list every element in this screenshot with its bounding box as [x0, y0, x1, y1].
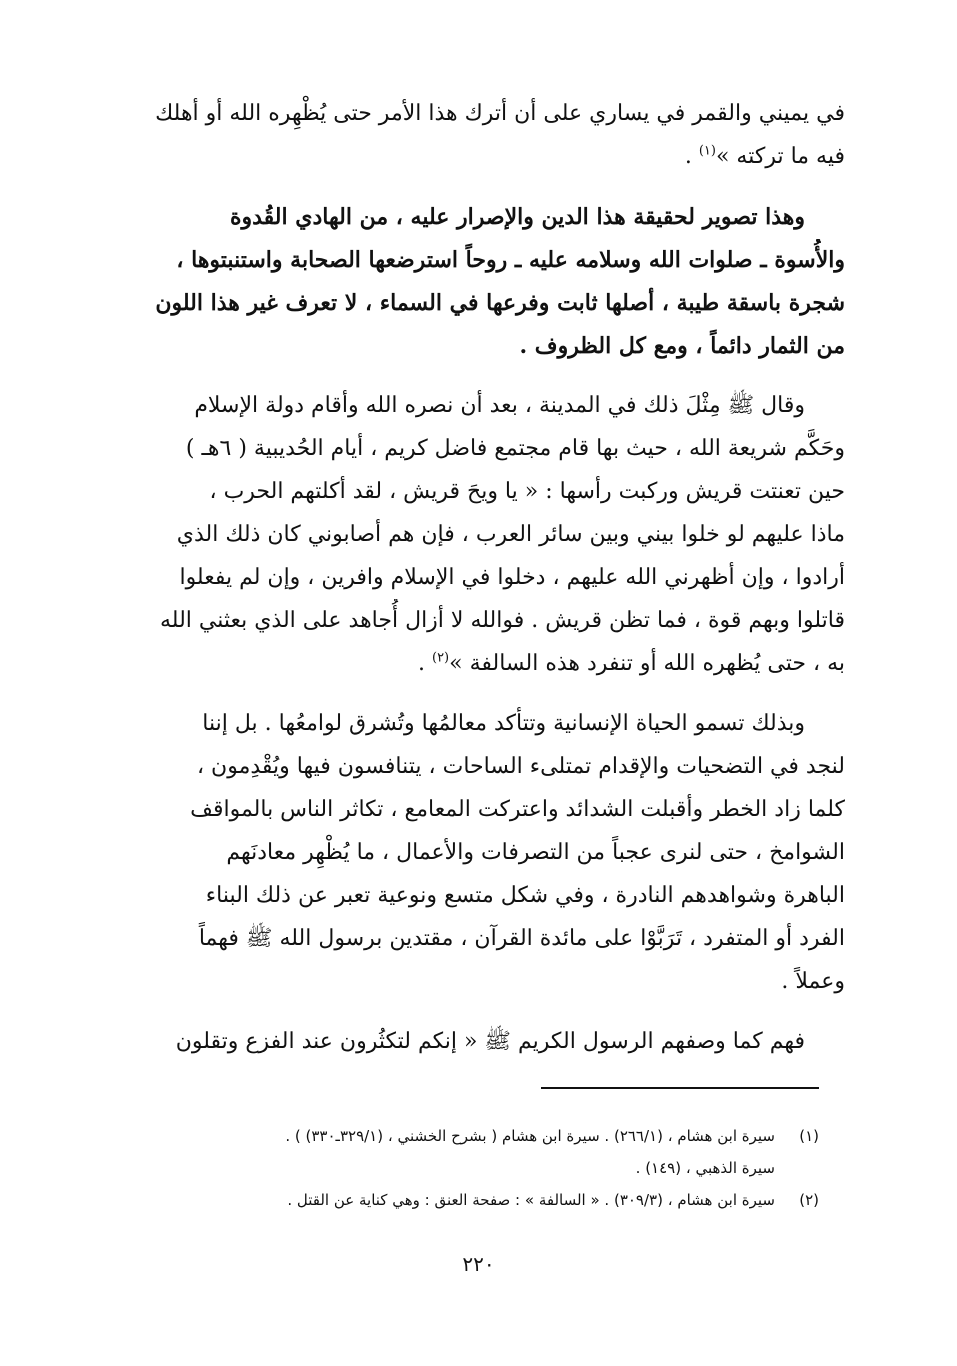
footnote-2 [130, 1184, 819, 1216]
paragraph-1 [110, 92, 845, 178]
page-number: ٢٢٠ [462, 1252, 495, 1276]
paragraph-line: أرادوا ، وإن أظهرني الله عليهم ، دخلوا في الإسلام وافرين ، وإن لم يفعلوا [179, 565, 845, 590]
footnote-ref-2[interactable]: (٢) [431, 650, 450, 666]
paragraph-line: وعملاً . [781, 969, 845, 994]
footnote-divider [541, 1087, 819, 1089]
paragraph-line: شجرة باسقة طيبة ، أصلها ثابت وفرعها في السماء ، لا تعرف غير هذا اللون [155, 290, 845, 316]
paragraph-3 [110, 384, 845, 685]
paragraph-line: وهذا تصوير لحقيقة هذا الدين والإصرار عليه ، من الهادي القُدوة [229, 204, 805, 230]
paragraph-line: وقال ﷺ مِثْلَ ذلك في المدينة ، بعد أن نصره الله وأقام دولة الإسلام [194, 393, 805, 418]
footnote-line: سيرة ابن هشام ، (٣٠٩/٣) . « السالفة » : صفحة العنق : وهي كناية عن القتل . [287, 1191, 775, 1209]
footnote-number: (١) [799, 1127, 819, 1145]
paragraph-line: فهم كما وصفهم الرسول الكريم ﷺ « إنكم لتكثُرون عند الفزع وتقلون [175, 1029, 805, 1054]
paragraph-2 [110, 196, 845, 368]
paragraph-line-text: فيه ما تركته » [715, 144, 845, 169]
paragraph-line: في يميني والقمر في يساري على أن أترك هذا الأمر حتى يُظْهِره الله أو أهلك [155, 101, 845, 126]
paragraph-line-with-footnote [110, 135, 845, 178]
paragraph-line-with-footnote [110, 642, 845, 685]
footnote-body [130, 1120, 775, 1184]
paragraph-line: ماذا عليهم لو خلوا بيني وبين سائر العرب ، فإن هم أصابوني كان ذلك الذي [176, 522, 845, 547]
paragraph-line: من الثمار دائماً ، ومع كل الظروف . [519, 333, 845, 359]
footnote-body [130, 1184, 775, 1216]
paragraph-line: وبذلك تسمو الحياة الإنسانية وتتأكد معالمُها وتُشرق لوامعُها . بل إننا [202, 711, 805, 736]
paragraph-line-tail: . [417, 651, 432, 676]
paragraph-line: حين تعنتت قريش وركبت رأسها : « يا ويحَ قريش ، لقد أكلتهم الحرب ، [209, 479, 845, 504]
paragraph-4 [110, 702, 845, 1003]
footnote-ref-1[interactable]: (١) [698, 143, 716, 159]
paragraph-line: الشوامخ ، حتى لنرى عجباً من التصرفات والأعمال ، ما يُظْهِر معادنَهم [226, 840, 845, 865]
paragraph-line: كلما زاد الخطر وأقبلت الشدائد واعتركت المعامع ، تكاثر الناس بالمواقف [190, 797, 845, 822]
footnote-number: (٢) [799, 1191, 819, 1209]
paragraph-line: الفرد أو المتفرد ، تَرَبَّوْا على مائدة القرآن ، مقتدين برسول الله ﷺ فهماً [198, 926, 845, 951]
paragraph-line: قاتلوا وبهم قوة ، فما تظن قريش . فوالله لا أزال أُجاهد على الذي بعثني الله [159, 608, 845, 633]
paragraph-5 [110, 1020, 845, 1063]
paragraph-line-text: به ، حتى يُظهره الله أو تنفرد هذه السالفة » [449, 651, 845, 676]
paragraph-line: الباهرة وشواهدهم النادرة ، وفي شكل متسع ونوعية تعبر عن ذلك البناء [205, 883, 845, 908]
footnote-1 [130, 1120, 819, 1184]
footnote-line: سيرة الذهبي ، (١٤٩) . [635, 1159, 775, 1177]
paragraph-line-tail: . [684, 144, 699, 169]
paragraph-line: والأُسوة ـ صلوات الله وسلامه عليه ـ روحاً استرضعها الصحابة واستنبتوها ، [176, 247, 845, 273]
footnotes [130, 1120, 819, 1216]
footnote-line: سيرة ابن هشام ، (٢٦٦/١) . سيرة ابن هشام ( بشرح الخشني ، (٣٢٩/١ـ٣٣٠) ) . [285, 1127, 775, 1145]
paragraph-line: لنجد في التضحيات والإقدام تمتلىء الساحات ، يتنافسون فيها ويُقْدِمون ، [196, 754, 845, 779]
paragraph-line: وحَكَّم شريعة الله ، حيث بها قام مجتمع فاضل كريم ، أيام الحُديبية ( ٦هـ ) [185, 436, 845, 461]
